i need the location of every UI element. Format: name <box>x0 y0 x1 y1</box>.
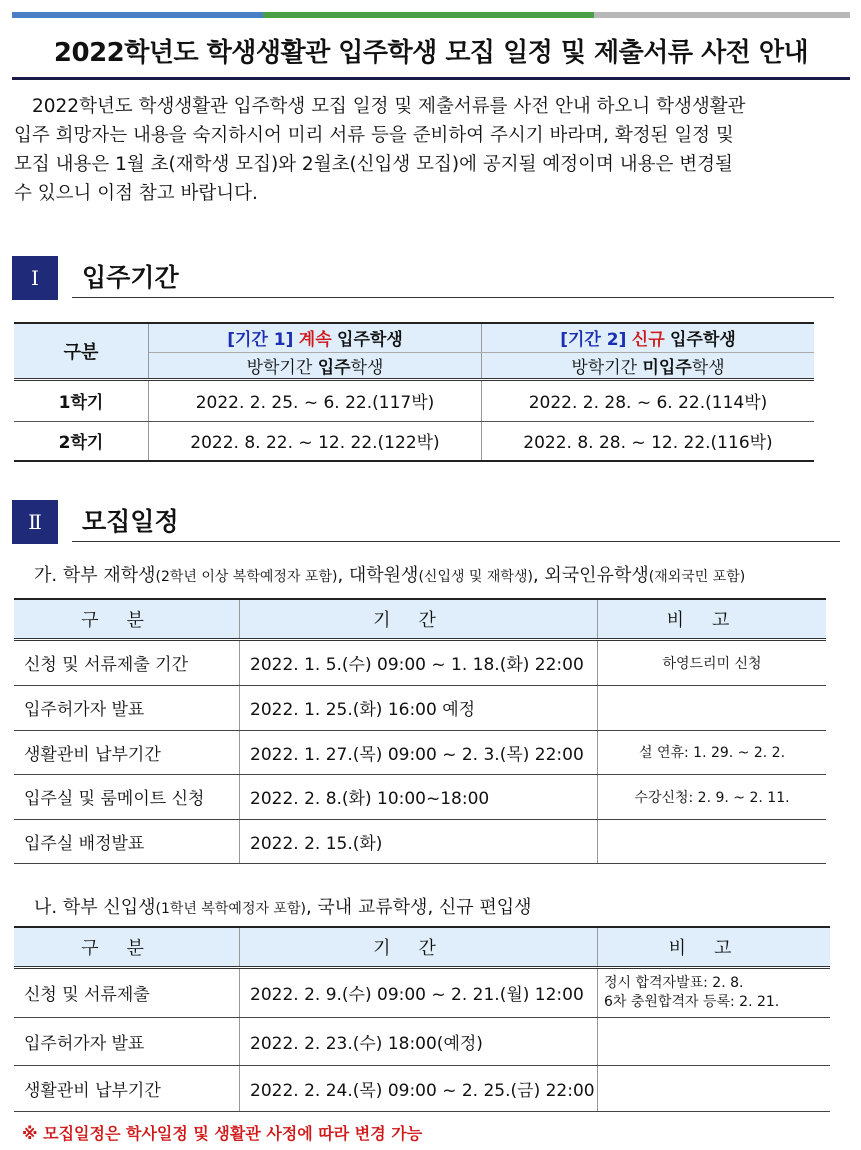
col-header-note: 비고 <box>598 599 827 639</box>
period2-type: 신규 <box>631 330 665 351</box>
section-2-title: 모집일정 <box>82 507 179 536</box>
sub-a-mid1: , 대학원생 <box>337 565 419 586</box>
item-cell: 생활관비 납부기간 <box>14 1065 240 1111</box>
period2-sub-bold: 미입주 <box>642 357 692 378</box>
table-header-row <box>14 599 826 639</box>
table-row <box>14 1065 830 1111</box>
period-header-row <box>14 323 814 352</box>
col-header-note: 비고 <box>598 927 831 967</box>
item-cell: 생활관비 납부기간 <box>14 730 240 774</box>
period-cell: 2022. 1. 27.(목) 09:00 ~ 2. 3.(목) 22:00 <box>240 730 598 774</box>
note-cell: 하영드리미 신청 <box>598 639 827 685</box>
col-header-period: 기간 <box>240 927 598 967</box>
period-cell: 2022. 2. 23.(수) 18:00(예정) <box>240 1017 598 1065</box>
sub-a-prefix: 가. 학부 재학생 <box>34 565 156 586</box>
top-bar-gray <box>594 12 850 18</box>
section-1-rule <box>72 297 834 298</box>
note-cell <box>598 1017 831 1065</box>
table-row <box>14 421 814 461</box>
period1-cell: 2022. 8. 22. ~ 12. 22.(122박) <box>149 421 482 461</box>
period1-cell: 2022. 2. 25. ~ 6. 22.(117박) <box>149 379 482 421</box>
table-row <box>14 1017 830 1065</box>
period2-header <box>482 323 815 352</box>
period2-tag: [기간 2] <box>560 330 627 351</box>
sub-a-note3: (재외국민 포함) <box>648 569 746 585</box>
title-rule <box>12 77 850 80</box>
note-cell <box>598 967 831 1017</box>
subsection-a-title <box>34 561 745 587</box>
note-line: 정시 합격자발표: 2. 8. <box>604 974 744 991</box>
section-2-rule <box>72 541 840 542</box>
footnote: ※ 모집일정은 학사일정 및 생활관 사정에 따라 변경 가능 <box>22 1124 423 1143</box>
period2-sub <box>482 352 815 379</box>
period1-rest: 입주학생 <box>337 330 403 351</box>
period-cell: 2022. 1. 5.(수) 09:00 ~ 1. 18.(화) 22:00 <box>240 639 598 685</box>
section-1-header <box>12 256 836 300</box>
intro-line: 수 있으니 이점 참고 바랍니다. <box>14 183 258 204</box>
intro-line: 모집 내용은 1월 초(재학생 모집)와 2월초(신입생 모집)에 공지될 예정이며 내용은 변경될 <box>14 154 733 175</box>
note-cell <box>598 819 827 863</box>
col-header-item: 구분 <box>14 927 240 967</box>
table-row <box>14 379 814 421</box>
item-cell: 입주실 배정발표 <box>14 819 240 863</box>
section-2-header <box>12 500 836 544</box>
term-cell: 1학기 <box>14 379 149 421</box>
note-line: 6차 충원합격자 등록: 2. 21. <box>604 993 780 1010</box>
period-cell: 2022. 2. 8.(화) 10:00~18:00 <box>240 774 598 819</box>
period1-type: 계속 <box>298 330 332 351</box>
period-cell: 2022. 2. 15.(화) <box>240 819 598 863</box>
item-cell: 신청 및 서류제출 <box>14 967 240 1017</box>
sub-a-note2: (신입생 및 재학생) <box>418 569 533 585</box>
page-title: 2022학년도 학생생활관 입주학생 모집 일정 및 제출서류 사전 안내 <box>53 38 809 68</box>
table-row <box>14 730 826 774</box>
subsection-b-title <box>34 893 532 919</box>
top-bar-blue <box>12 12 263 18</box>
col-label: 구분 <box>14 323 149 379</box>
section-1-number: Ⅰ <box>12 256 58 300</box>
note-cell <box>598 685 827 730</box>
period1-header <box>149 323 482 352</box>
period2-sub-pre: 방학기간 <box>571 357 638 378</box>
table-header-row <box>14 927 830 967</box>
note-cell: 수강신청: 2. 9. ~ 2. 11. <box>598 774 827 819</box>
item-cell: 입주실 및 룸메이트 신청 <box>14 774 240 819</box>
period1-tag: [기간 1] <box>227 330 294 351</box>
intro-paragraph <box>14 92 844 208</box>
table-row <box>14 685 826 730</box>
schedule-table-a <box>14 598 826 864</box>
sub-b-rest: , 국내 교류학생, 신규 편입생 <box>305 897 532 918</box>
item-cell: 입주허가자 발표 <box>14 685 240 730</box>
item-cell: 입주허가자 발표 <box>14 1017 240 1065</box>
intro-line: 입주 희망자는 내용을 숙지하시어 미리 서류 등을 준비하여 주시기 바라며, 확정된 일정 및 <box>14 125 734 146</box>
col-header-period: 기간 <box>240 599 598 639</box>
table-row <box>14 774 826 819</box>
residence-period-table <box>14 322 814 462</box>
term-cell: 2학기 <box>14 421 149 461</box>
period2-sub-post: 학생 <box>691 357 725 378</box>
period1-sub-bold: 입주 <box>317 357 351 378</box>
section-1-title: 입주기간 <box>82 263 179 292</box>
top-bar-green <box>263 12 594 18</box>
table-row <box>14 967 830 1017</box>
sub-b-note: (1학년 복학예정자 포함) <box>155 901 306 917</box>
period2-rest: 입주학생 <box>670 330 736 351</box>
period1-sub <box>149 352 482 379</box>
sub-a-note1: (2학년 이상 복학예정자 포함) <box>155 569 338 585</box>
period2-cell: 2022. 2. 28. ~ 6. 22.(114박) <box>482 379 815 421</box>
sub-a-mid2: , 외국인유학생 <box>532 565 649 586</box>
note-cell <box>598 1065 831 1111</box>
period-cell: 2022. 1. 25.(화) 16:00 예정 <box>240 685 598 730</box>
top-color-bar <box>12 12 850 18</box>
item-cell: 신청 및 서류제출 기간 <box>14 639 240 685</box>
sub-b-prefix: 나. 학부 신입생 <box>34 897 156 918</box>
table-row <box>14 819 826 863</box>
table-row <box>14 639 826 685</box>
period1-sub-post: 학생 <box>350 357 384 378</box>
period1-sub-pre: 방학기간 <box>246 357 313 378</box>
period2-cell: 2022. 8. 28. ~ 12. 22.(116박) <box>482 421 815 461</box>
period-cell: 2022. 2. 24.(목) 09:00 ~ 2. 25.(금) 22:00 <box>240 1065 598 1111</box>
period-cell: 2022. 2. 9.(수) 09:00 ~ 2. 21.(월) 12:00 <box>240 967 598 1017</box>
col-header-item: 구분 <box>14 599 240 639</box>
intro-line: 2022학년도 학생생활관 입주학생 모집 일정 및 제출서류를 사전 안내 하오니 학생생활관 <box>32 96 746 117</box>
schedule-table-b <box>14 926 830 1112</box>
section-2-number: Ⅱ <box>12 500 58 544</box>
note-cell: 설 연휴: 1. 29. ~ 2. 2. <box>598 730 827 774</box>
